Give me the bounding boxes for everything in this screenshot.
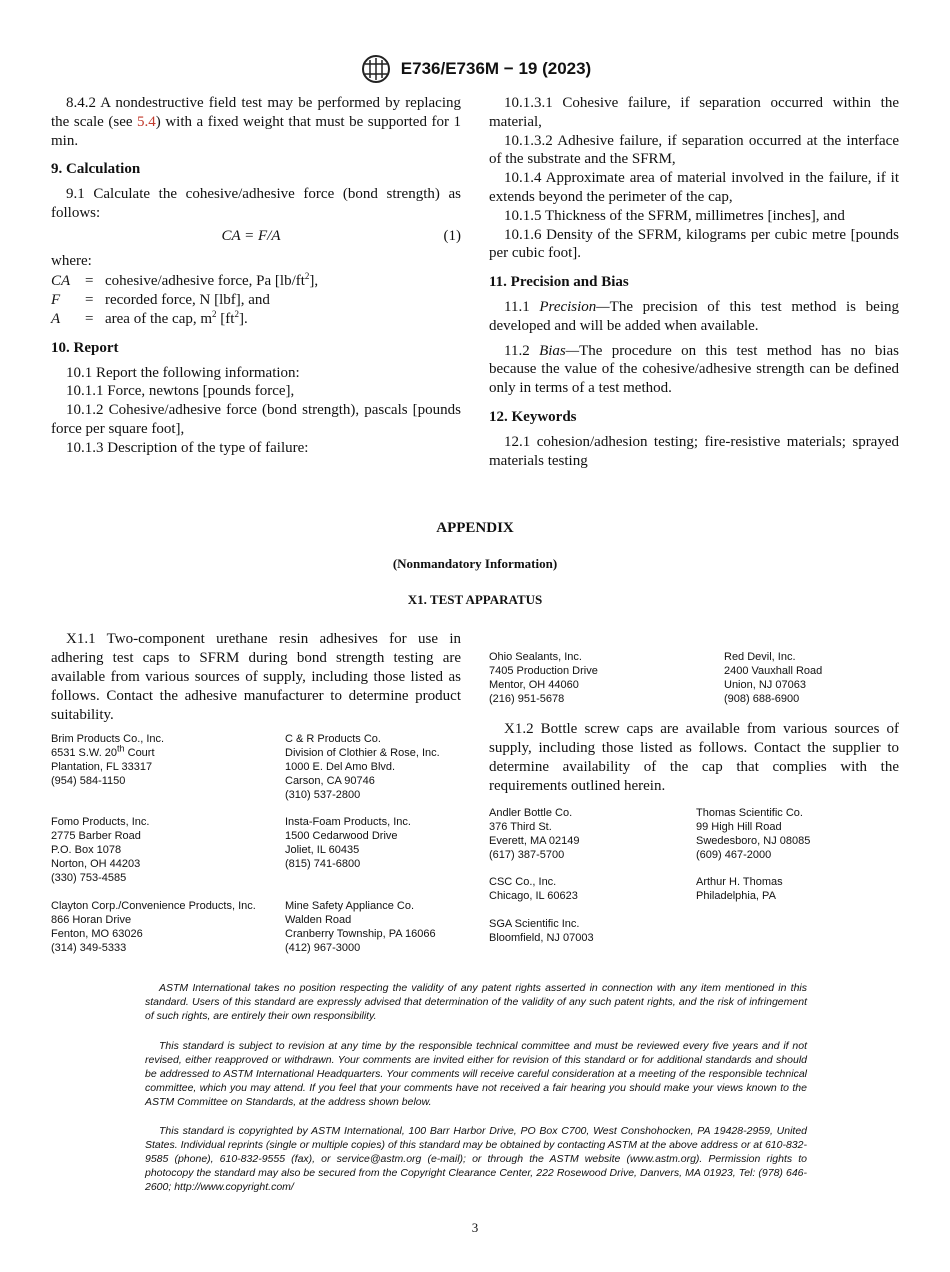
appendix-paragraph-x1-1: X1.1 Two-component urethane resin adhesives for use in adhering test caps to SFRM during bond strength testing are available from various sources of supply, including those listed as follows. Contact the adhesive manufacturer to determine product suitability. bbox=[51, 631, 461, 723]
copyright-notice: This standard is copyrighted by ASTM International, 100 Barr Harbor Drive, PO Box C700, West Conshohocken, PA 19428-2959, United States. Individual reprints (single or multiple copies) of this standard may be obtained by contacting ASTM at the above address or at 610-832-9585 (phone), 610-832-9555 (fax), or service@astm.org (e-mail); or through the ASTM website (www.astm.org). Permission rights to photocopy the standard may also be secured from the Copyright Clearance Center, 222 Rosewood Drive, Danvers, MA 01923, Tel: (978) 646-2600; http://www.copyright.com/ bbox=[145, 1125, 807, 1193]
supplier-address: Ohio Sealants, Inc. 7405 Production Drive Mentor, OH 44060 (216) 951-5678 bbox=[489, 651, 598, 705]
definition-row: CA = cohesive/adhesive force, Pa $[lb/ft^2]$, bbox=[51, 271, 319, 290]
supplier-address: Andler Bottle Co. 376 Third St. Everett, MA 02149 (617) 387-5700 bbox=[489, 807, 580, 861]
section-heading-9: 9. Calculation bbox=[51, 161, 141, 178]
paragraph-10-1-1: 10.1.1 Force, newtons [pounds force], bbox=[66, 383, 295, 400]
supplier-address: Fomo Products, Inc. 2775 Barber Road P.O. Box 1078 Norton, OH 44203 (330) 753-4585 bbox=[51, 816, 150, 884]
definition-row: F = recorded force, N [lbf], and bbox=[51, 292, 270, 309]
paragraph-10-1-5: 10.1.5 Thickness of the SFRM, millimetres [inches], and bbox=[504, 207, 845, 224]
supplier-address: Clayton Corp./Convenience Products, Inc. 866 Horan Drive Fenton, MO 63026 (314) 349-5333 bbox=[51, 900, 256, 954]
paragraph-11-2: 11.2 Bias—The procedure on this test method has no bias because the value of the cohesive/adhesive strength can be defined only in terms of a test method. bbox=[489, 342, 900, 397]
appendix-title: APPENDIX bbox=[436, 520, 514, 536]
section-heading-12: 12. Keywords bbox=[489, 408, 577, 425]
section-heading-10: 10. Report bbox=[51, 339, 119, 356]
paragraph-12-1: 12.1 cohesion/adhesion testing; fire-resistive materials; sprayed materials testing bbox=[489, 433, 899, 469]
definition-row: A = area of the cap, $m^2$ $[ft^2]$. bbox=[51, 308, 248, 327]
where-label: where: bbox=[51, 252, 92, 269]
paragraph-8-4-2: 8.4.2 A nondestructive field test may be performed by replacing the scale (see 5.4) with a fixed weight that must be supported for 1 min. bbox=[51, 95, 462, 149]
equation-number: (1) bbox=[443, 227, 461, 244]
revision-notice: This standard is subject to revision at any time by the responsible technical committee and must be reviewed every five years and if not revised, either reapproved or withdrawn. Your comments are invited either for revision of this standard or for additional standards and should be addressed to ASTM International Headquarters. Your comments will receive careful consideration at a meeting of the responsible technical committee, which you may attend. If you feel that your comments have not received a fair hearing you should make your views known to the ASTM Committee on Standards, at the address shown below. bbox=[145, 1040, 807, 1108]
appendix-paragraph-x1-2: X1.2 Bottle screw caps are available from various sources of supply, including those listed as follows. Contact the supplier to determine availability of the cap that complies with the requirements outlined herein. bbox=[489, 721, 899, 794]
paragraph-10-1-3-2: 10.1.3.2 Adhesive failure, if separation occurred at the interface of the substrate and the SFRM, bbox=[489, 132, 899, 168]
supplier-address: Mine Safety Appliance Co. Walden Road Cranberry Township, PA 16066 (412) 967-3000 bbox=[285, 900, 436, 954]
page-number: 3 bbox=[471, 1220, 479, 1235]
paragraph-10-1-4: 10.1.4 Approximate area of material involved in the failure, if it extends beyond the perimeter of the cap, bbox=[489, 170, 899, 205]
paragraph-9-1: 9.1 Calculate the cohesive/adhesive force (bond strength) as follows: bbox=[51, 186, 461, 221]
paragraph-10-1-3: 10.1.3 Description of the type of failure: bbox=[66, 439, 309, 456]
astm-logo-icon bbox=[359, 54, 393, 84]
definitions-list bbox=[51, 272, 461, 328]
supplier-address: Thomas Scientific Co. 99 High Hill Road Swedesboro, NJ 08085 (609) 467-2000 bbox=[696, 807, 811, 861]
appendix-subtitle: (Nonmandatory Information) bbox=[392, 556, 558, 571]
equation-1 bbox=[51, 227, 461, 246]
appendix-section-heading: X1. TEST APPARATUS bbox=[407, 592, 543, 607]
left-column bbox=[51, 94, 461, 458]
section-link-5-4[interactable]: 5.4 bbox=[137, 113, 156, 130]
supplier-address: CSC Co., Inc. Chicago, IL 60623 bbox=[489, 876, 578, 902]
paragraph-10-1: 10.1 Report the following information: bbox=[66, 364, 300, 381]
equation-text: CA = F/A bbox=[221, 227, 281, 244]
right-column bbox=[489, 94, 899, 470]
page-header bbox=[0, 54, 950, 84]
paragraph-10-1-6: 10.1.6 Density of the SFRM, kilograms per cubic metre [pounds per cubic foot]. bbox=[489, 226, 899, 262]
supplier-address: Red Devil, Inc. 2400 Vauxhall Road Union, NJ 07063 (908) 688-6900 bbox=[724, 651, 823, 705]
paragraph-10-1-2: 10.1.2 Cohesive/adhesive force (bond strength), pascals [pounds force per square foot], bbox=[51, 402, 461, 437]
paragraph-11-1: 11.1 Precision—The precision of this test method is being developed and will be added when available. bbox=[489, 298, 899, 334]
document-designation: E736/E736M − 19 (2023) bbox=[400, 59, 592, 78]
paragraph-10-1-3-1: 10.1.3.1 Cohesive failure, if separation occurred within the material, bbox=[489, 95, 899, 130]
supplier-address: Insta-Foam Products, Inc. 1500 Cedarwood Drive Joliet, IL 60435 (815) 741-6800 bbox=[285, 816, 411, 870]
supplier-address: C & R Products Co. Division of Clothier & Rose, Inc. 1000 E. Del Amo Blvd. Carson, CA 90746 (310) 537-2800 bbox=[285, 733, 440, 801]
section-heading-11: 11. Precision and Bias bbox=[489, 274, 629, 291]
supplier-address: SGA Scientific Inc. Bloomfield, NJ 07003 bbox=[489, 918, 594, 944]
supplier-address: Arthur H. Thomas Philadelphia, PA bbox=[696, 876, 783, 902]
supplier-address: Brim Products Co., Inc. 6531 S.W. 20th Court Plantation, FL 33317 (954) 584-1150 bbox=[51, 733, 165, 787]
patent-notice: ASTM International takes no position respecting the validity of any patent rights asserted in connection with any item mentioned in this standard. Users of this standard are expressly advised that determination of the validity of any such patent rights, and the risk of infringement of such rights, are entirely their own responsibility. bbox=[145, 982, 807, 1022]
